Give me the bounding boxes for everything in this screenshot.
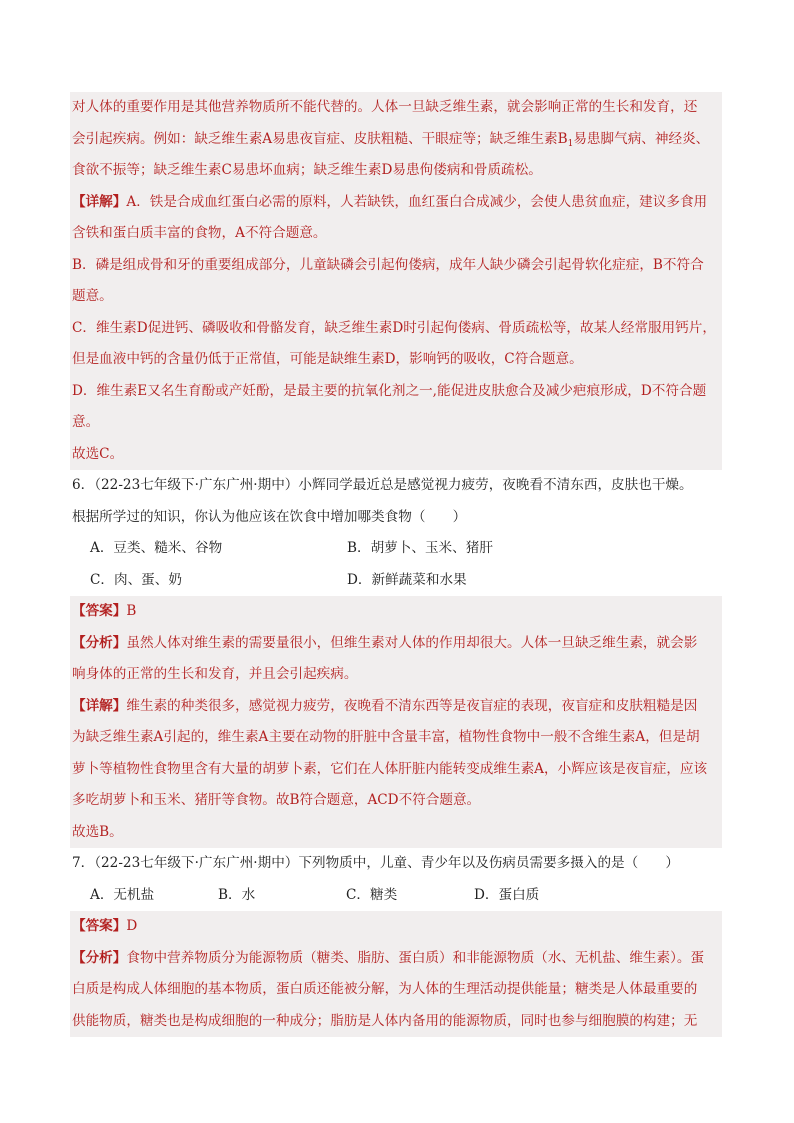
q6-answer-block xyxy=(70,596,722,848)
text-line: 对人体的重要作用是其他营养物质所不能代替的。人体一旦缺乏维生素，就会影响正常的生长和发育，还 xyxy=(72,99,698,115)
text-line: 食欲不振等；缺乏维生素C易患坏血病；缺乏维生素D易患佝偻病和骨质疏松。 xyxy=(72,162,542,178)
option-c: C．糖类 xyxy=(346,886,398,903)
option-a: A．无机盐 xyxy=(90,886,155,903)
question-7 xyxy=(70,848,722,911)
document-page xyxy=(70,92,722,1037)
text-line: D．维生素E又名生育酚或产妊酚，是最主要的抗氧化剂之一,能促进皮肤愈合及减少疤痕形成，D不符合题 xyxy=(72,382,707,399)
q5-explanation-block xyxy=(70,92,722,470)
text-line: 白质是构成人体细胞的基本物质，蛋白质还能被分解，为人体的生理活动提供能量；糖类是人体最重要的 xyxy=(72,981,698,997)
text-line: 题意。 xyxy=(72,288,113,304)
option-d: D．蛋白质 xyxy=(474,886,540,903)
option-b: B．水 xyxy=(218,886,256,903)
text-line: 【分析】食物中营养物质分为能源物质（糖类、脂肪、蛋白质）和非能源物质（水、无机盐、维生素）。蛋 xyxy=(72,949,705,966)
conclusion: 故选C。 xyxy=(72,445,124,462)
text-line: 萝卜等植物性食物里含有大量的胡萝卜素，它们在人体肝脏内能转变成维生素A，小辉应该是夜盲症，应该 xyxy=(72,760,708,777)
text-line: B．磷是组成骨和牙的重要组成部分，儿童缺磷会引起佝偻病，成年人缺少磷会引起骨软化症症，B不符合 xyxy=(72,256,704,273)
conclusion: 故选B。 xyxy=(72,823,123,840)
subscript: 1 xyxy=(567,138,574,149)
detail-tag: 【详解】 xyxy=(72,697,127,714)
text-line: 会引起疾病。例如：缺乏维生素A易患夜盲症、皮肤粗糙、干眼症等；缺乏维生素$B_1$易患脚气病、神经炎、 xyxy=(72,130,710,149)
text-line: 【详解】维生素的种类很多，感觉视力疲劳，夜晚看不清东西等是夜盲症的表现，夜盲症和皮肤粗糙是因 xyxy=(72,697,698,714)
options-row xyxy=(70,565,722,597)
answer-tag: 【答案】 xyxy=(72,918,127,934)
option-a: A．豆类、糙米、谷物 xyxy=(90,540,223,556)
options-row xyxy=(70,533,722,565)
analysis-tag: 【分析】 xyxy=(72,634,127,651)
option-c: C．肉、蛋、奶 xyxy=(90,571,182,588)
text-line: 【详解】A．铁是合成血红蛋白必需的原料，人若缺铁，血红蛋白合成减少，会使人患贫血症，建议多食用 xyxy=(72,193,708,210)
question-stem: 根据所学过的知识，你认为他应该在饮食中增加哪类食物（ ） xyxy=(72,508,467,525)
analysis-tag: 【分析】 xyxy=(72,949,127,966)
detail-tag: 【详解】 xyxy=(72,193,127,210)
text-line: 为缺乏维生素A引起的，维生素A主要在动物的肝脏中含量丰富，植物性食物中一般不含维生素A，但是胡 xyxy=(72,729,700,745)
text-line: 但是血液中钙的含量仍低于正常值，可能是缺维生素D，影响钙的吸收，C符合题意。 xyxy=(72,351,583,367)
answer-value: B xyxy=(126,603,137,619)
text-line: 【分析】虽然人体对维生素的需要量很小，但维生素对人体的作用却很大。人体一旦缺乏维生素，就会影 xyxy=(72,634,698,651)
option-b: B．胡萝卜、玉米、猪肝 xyxy=(347,540,493,556)
text-line: 响身体的正常的生长和发育，并且会引起疾病。 xyxy=(72,666,358,682)
answer-line xyxy=(70,596,722,628)
options-row xyxy=(70,880,722,912)
answer-value: D xyxy=(126,918,138,934)
question-stem: 6．（22-23七年级下·广东广州·期中）小辉同学最近总是感觉视力疲劳，夜晚看不清东西，皮肤也干燥。 xyxy=(72,477,693,493)
answer-line xyxy=(70,911,722,943)
question-stem: 7．（22-23七年级下·广东广州·期中）下列物质中，儿童、青少年以及伤病员需要多摄入的是（ ） xyxy=(72,855,680,871)
text-line: 多吃胡萝卜和玉米、猪肝等食物。故B符合题意，ACD不符合题意。 xyxy=(72,792,481,808)
q7-answer-block xyxy=(70,911,722,1037)
answer-tag: 【答案】 xyxy=(72,603,127,619)
text-line: 含铁和蛋白质丰富的食物，A不符合题意。 xyxy=(72,225,327,241)
text-line: 供能物质，糖类也是构成细胞的一种成分；脂肪是人体内备用的能源物质，同时也参与细胞膜的构建；无 xyxy=(72,1012,698,1029)
text-line: C．维生素D促进钙、磷吸收和骨骼发育，缺乏维生素D时引起佝偻病、骨质疏松等，故某人经常服用钙片， xyxy=(72,319,716,336)
option-d: D．新鲜蔬菜和水果 xyxy=(347,571,467,588)
text-line: 意。 xyxy=(72,414,100,430)
question-6 xyxy=(70,470,722,596)
